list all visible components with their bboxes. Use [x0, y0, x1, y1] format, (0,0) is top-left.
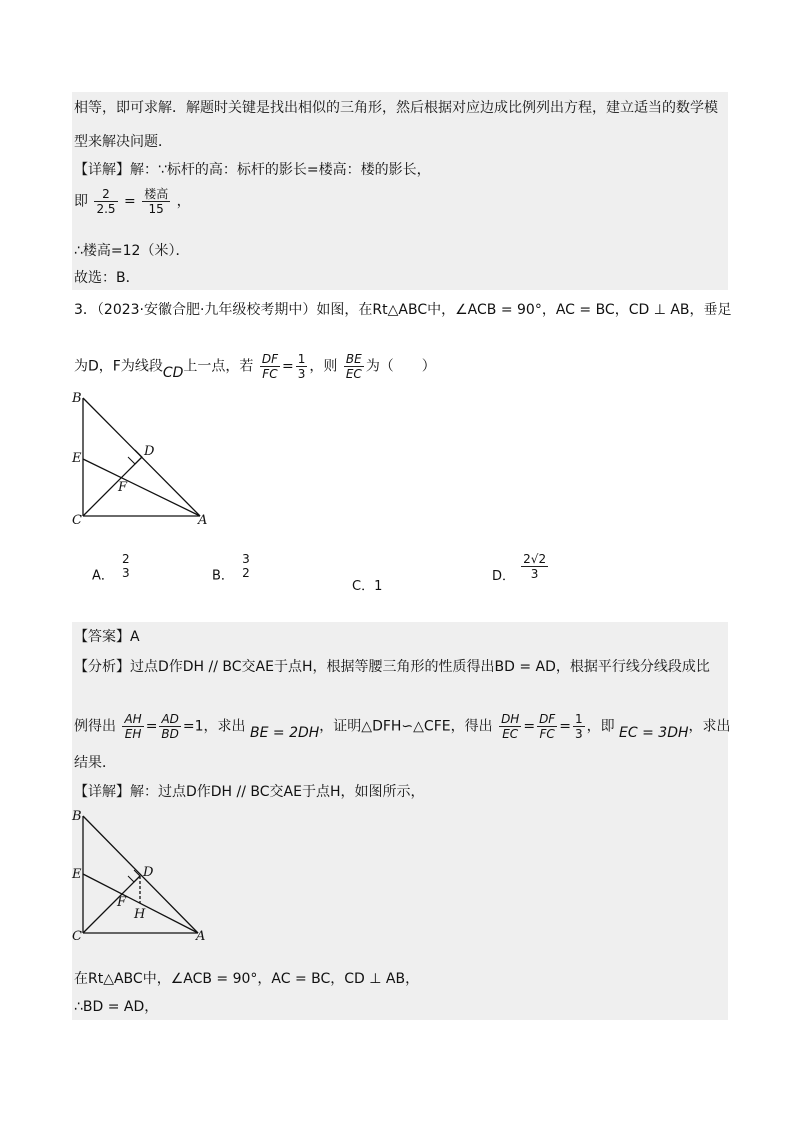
option-d[interactable]	[492, 552, 550, 591]
prev-equation	[74, 187, 191, 216]
detail-line: 【详解】解：过点D作DH // BC交AE于点H，如图所示，	[74, 784, 425, 800]
bd-ad-line: ∴BD = AD，	[74, 999, 159, 1015]
prev-line-2: 型来解决问题．	[74, 134, 172, 150]
detail-label: 【详解】	[74, 162, 130, 178]
label-d: D	[144, 444, 155, 459]
analysis-2c: ，证明△DFH∽△CFE，得出	[319, 718, 493, 735]
analysis-label: 【分析】	[74, 659, 130, 675]
fraction-df-fc-2: $\frac{DF}{FC}$	[539, 712, 556, 741]
q3-line-1: 3．（2023·安徽合肥·九年级校考期中）如图，在Rt△ABC中，∠ACB = 90°，AC = BC，CD ⊥ AB，垂足	[74, 302, 732, 318]
ec-3dh: EC = 3DH	[619, 724, 689, 741]
analysis-2b: =1，求出	[182, 718, 246, 735]
analysis-line-3: 结果．	[74, 755, 116, 771]
q3-text-a: 为D，F为线段	[74, 358, 163, 375]
option-d-value: $\frac{2√2}{3}$	[523, 552, 547, 581]
right-angle-mark	[128, 450, 142, 464]
label-e-2: E	[72, 867, 82, 882]
detail-text: 解：∵标杆的高：标杆的影长=楼高：楼的影长，	[130, 162, 431, 178]
triangle-figure-question	[70, 388, 220, 533]
fraction-ad-bd: $\frac{AD}{BD}$	[161, 712, 179, 741]
option-c-value: 1	[374, 579, 383, 594]
q3-cd: CD	[162, 364, 184, 381]
fraction-one-third-2: $\frac{1}{3}$	[574, 712, 583, 741]
q3-text-b: 上一点，若	[183, 358, 254, 375]
q3-tail: 为（ ）	[365, 358, 436, 375]
label-c-2: C	[72, 929, 82, 944]
option-b-label: B．	[212, 568, 234, 584]
ji-text: 即	[74, 193, 88, 210]
comma: ，	[176, 193, 191, 210]
label-a: A	[198, 513, 208, 528]
prev-choose: 故选：B．	[74, 270, 140, 286]
option-c-label: C．	[352, 579, 375, 594]
option-a-value: 2 3	[122, 552, 130, 580]
fraction-one-third: $\frac{1}{3}$	[297, 352, 306, 381]
fraction-dh-ec: $\frac{DH}{EC}$	[501, 712, 520, 741]
analysis-2a: 例得出	[74, 718, 116, 735]
label-c: C	[72, 513, 82, 528]
fraction-df-fc: $\frac{DF}{FC}$	[261, 352, 279, 381]
analysis-2e: ，求出	[688, 718, 731, 735]
option-a-label: A．	[92, 568, 114, 584]
option-c[interactable]	[352, 575, 382, 594]
triangle-figure-solution	[70, 808, 220, 948]
option-b[interactable]	[212, 552, 254, 590]
answer-line: 【答案】A	[74, 629, 140, 645]
option-a[interactable]	[92, 552, 134, 590]
be-2dh: BE = 2DH	[250, 724, 320, 741]
segment-cd-2	[83, 876, 140, 933]
option-d-label: D．	[492, 569, 516, 584]
analysis-2d: ，即	[586, 718, 615, 735]
label-a-2: A	[196, 929, 206, 944]
fraction-ah-eh: $\frac{AH}{EH}$	[124, 712, 142, 741]
label-f: F	[118, 480, 128, 495]
segment-cd	[83, 457, 142, 516]
label-d-2: D	[143, 865, 154, 880]
label-e: E	[72, 451, 82, 466]
q3-line-2: 为D，F为线段CD上一点，若 $\frac{DF}{FC}$ = $\frac{1}{3}$ ，则 $\frac{BE}{EC}$ 为（ ）	[74, 352, 436, 381]
prev-detail	[74, 161, 431, 179]
prev-result: ∴楼高=12（米）．	[74, 243, 190, 259]
equals-sign: =	[124, 193, 136, 210]
label-f-2: F	[117, 895, 127, 910]
label-b-2: B	[72, 809, 82, 824]
label-h: H	[134, 907, 146, 922]
analysis-line-1	[74, 658, 710, 676]
label-b: B	[72, 391, 82, 406]
analysis-line-2: 例得出 $\frac{AH}{EH}$ = $\frac{AD}{BD}$ =1，求出 BE = 2DH，证明△DFH∽△CFE，得出 $\frac{DH}{EC}$ = $\frac{DF}{FC}$ = $\frac{1}{3}$ ，即 EC = 3DH，求出	[74, 712, 731, 741]
fraction-be-ec: $\frac{BE}{EC}$	[345, 352, 362, 381]
in-rt-line: 在Rt△ABC中，∠ACB = 90°，AC = BC，CD ⊥ AB，	[74, 971, 420, 987]
fraction-height-over-15: $\frac{\text{楼高}}{15}$	[144, 187, 169, 216]
segment-ea	[83, 459, 200, 516]
analysis-text-1: 过点D作DH // BC交AE于点H，根据等腰三角形的性质得出BD = AD，根据平行线分线段成比	[130, 659, 710, 675]
prev-line-1: 相等，即可求解．解题时关键是找出相似的三角形，然后根据对应边成比例列出方程，建立适当的数学模	[74, 100, 718, 116]
fraction-2-over-2.5: $\frac{2}{2.5}$	[96, 187, 116, 216]
option-b-value: 3 2	[242, 552, 250, 580]
q3-then: ，则	[309, 358, 338, 375]
